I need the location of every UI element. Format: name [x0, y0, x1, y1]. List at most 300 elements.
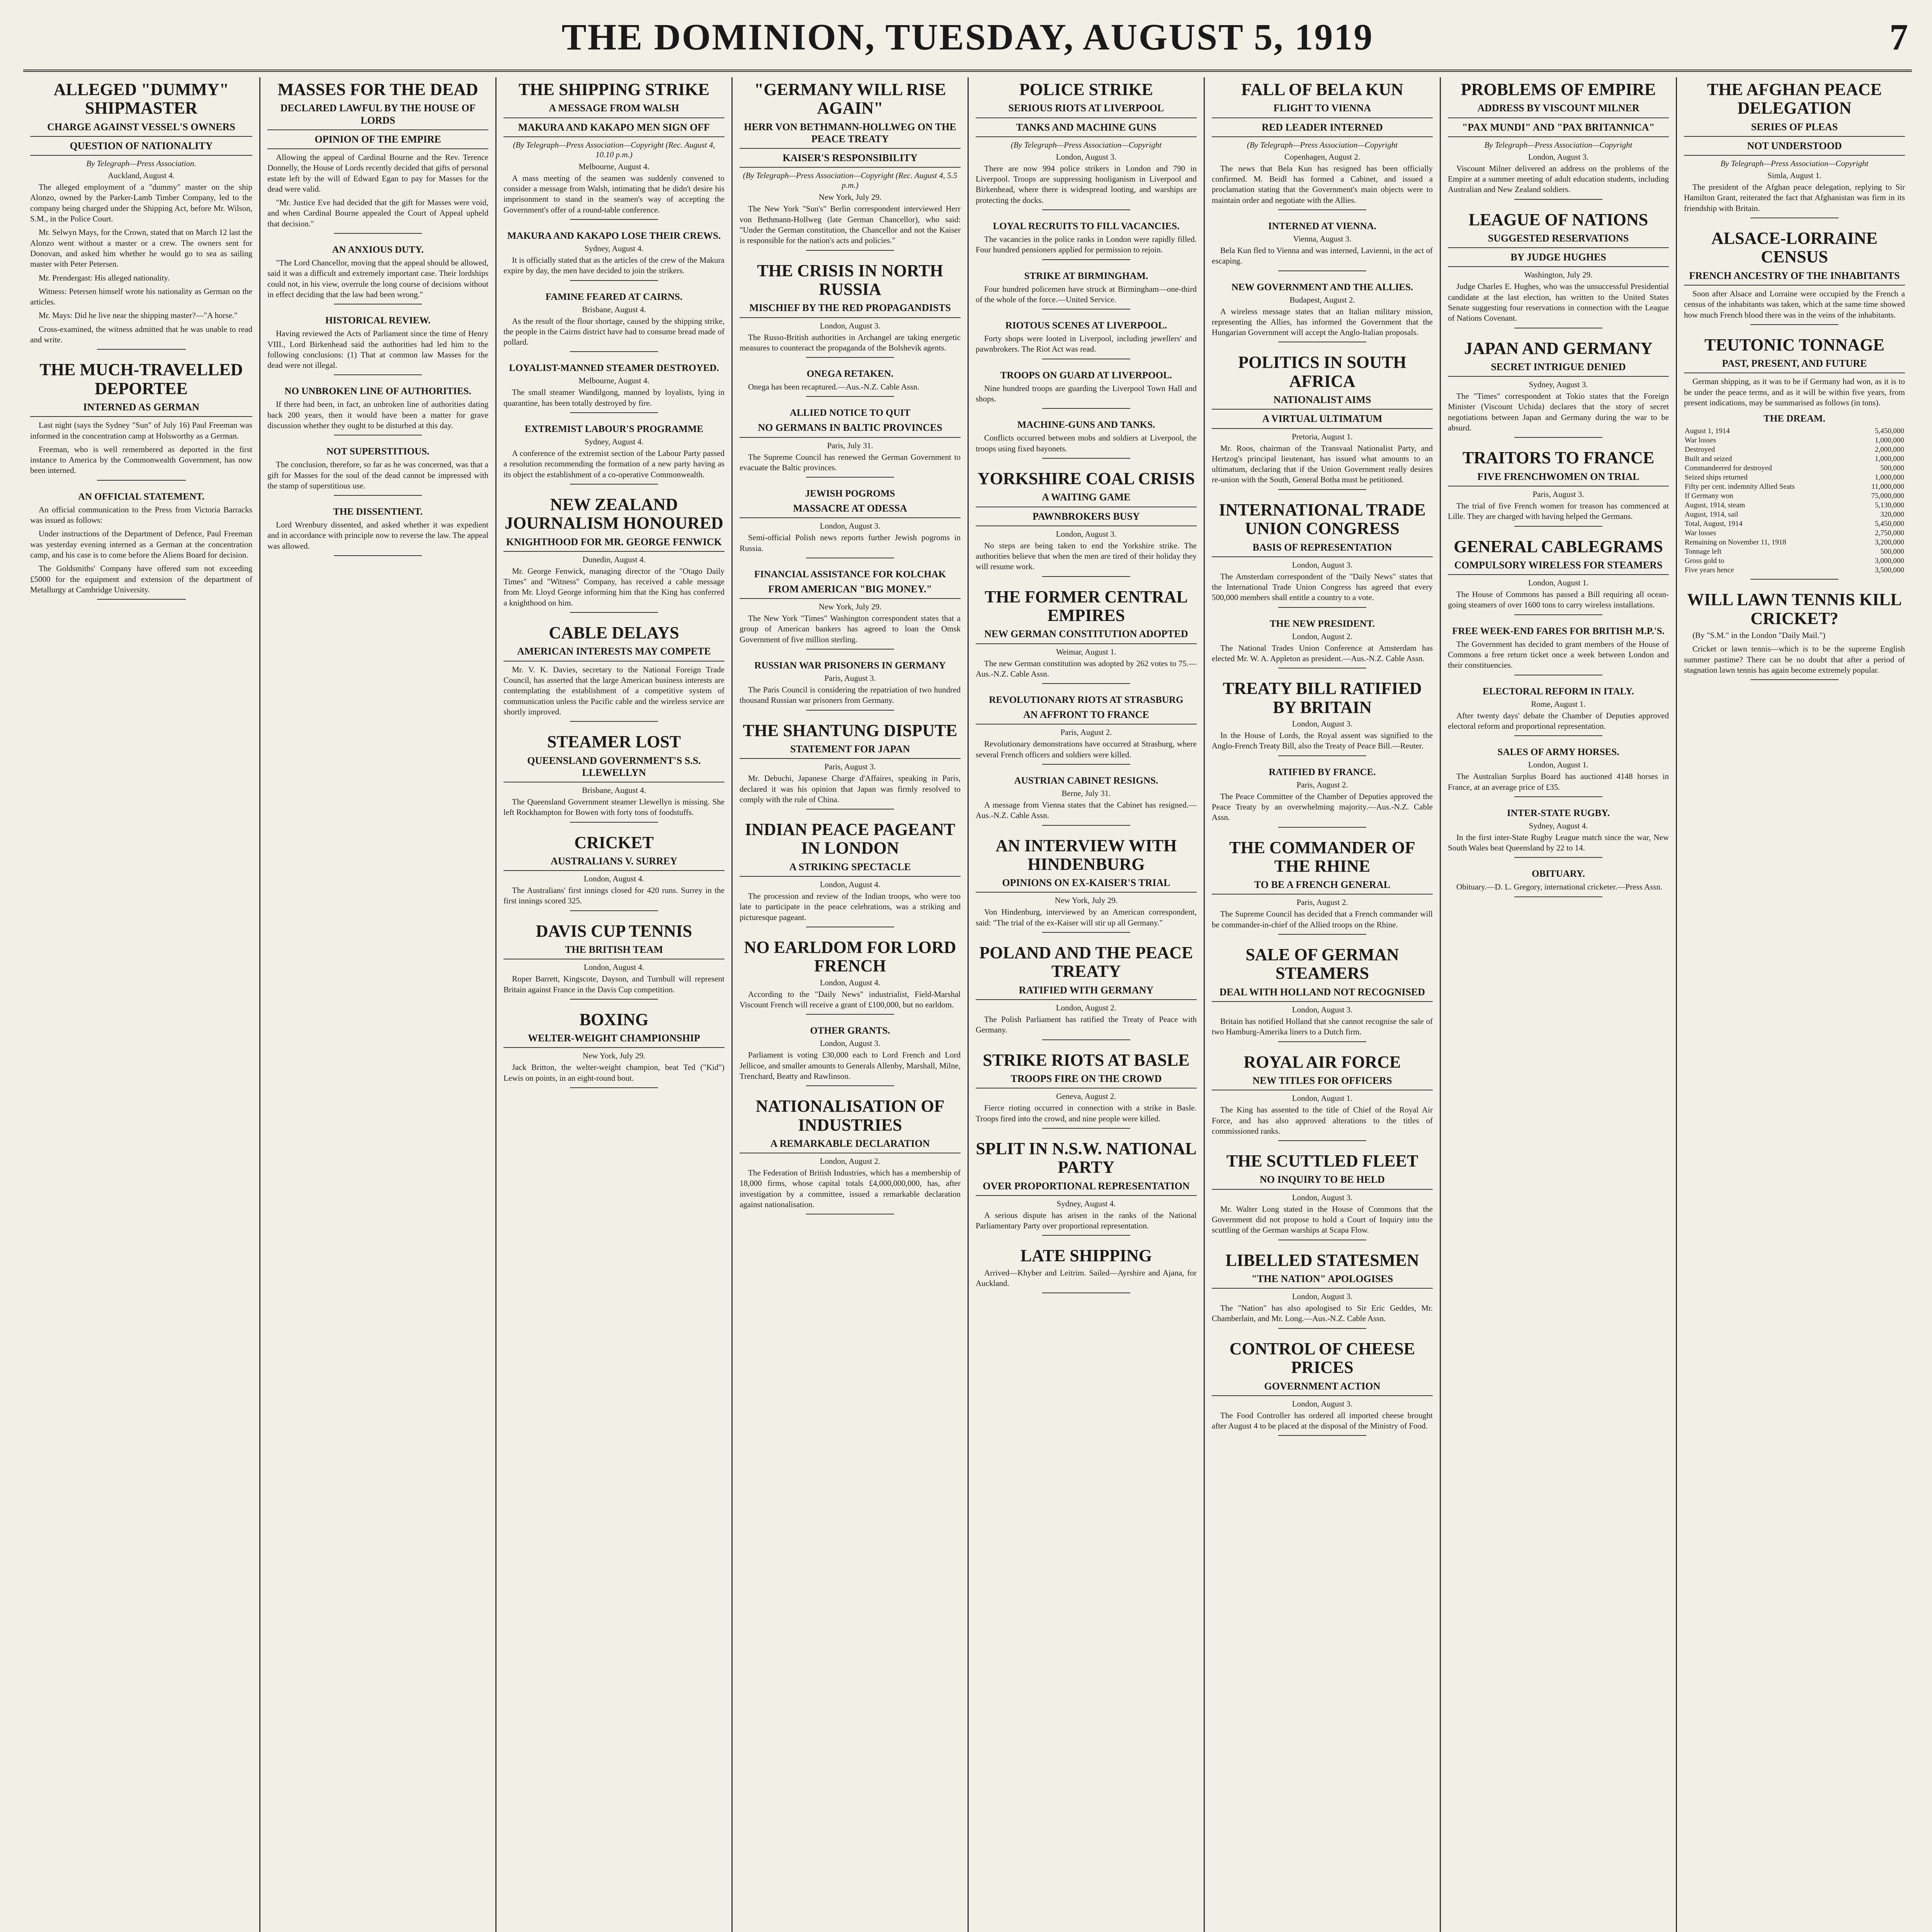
article [740, 938, 961, 1015]
article-subheading: A VIRTUAL ULTIMATUM [1212, 413, 1433, 429]
article-minor-heading: NO UNBROKEN LINE OF AUTHORITIES. [284, 386, 471, 397]
masthead-title: THE DOMINION, TUESDAY, AUGUST 5, 1919 [561, 16, 1374, 58]
article-minor-heading: MACHINE-GUNS AND TANKS. [1017, 420, 1155, 430]
article-paragraph: "Mr. Justice Eve had decided that the gift for Masses were void, and when Cardinal Bourne appealed the Court of Appeal upheld that decision." [267, 198, 488, 228]
article-divider [570, 910, 658, 911]
article-divider [334, 233, 422, 234]
column-2 [259, 77, 495, 1932]
tonnage-table [1684, 427, 1905, 575]
article [503, 424, 724, 485]
article [976, 80, 1197, 210]
article [1448, 449, 1669, 526]
article [740, 660, 961, 711]
article-divider [1278, 755, 1367, 756]
article [740, 488, 961, 558]
article-headline: CRICKET [574, 833, 654, 852]
article-divider [97, 480, 186, 481]
column-1 [23, 77, 259, 1932]
article [503, 80, 724, 220]
table-cell: Seized ships returned [1685, 473, 1748, 482]
article [267, 386, 488, 435]
article-subheading: NEW TITLES FOR OFFICERS [1212, 1075, 1433, 1090]
article-byline: By Telegraph—Press Association—Copyright [1484, 140, 1633, 150]
article-subheading: A STRIKING SPECTACLE [740, 861, 961, 877]
article-headline: ALSACE-LORRAINE CENSUS [1711, 229, 1878, 267]
article-headline: POLITICS IN SOUTH AFRICA [1238, 353, 1406, 391]
article-divider [1278, 270, 1367, 271]
article-dateline: London, August 4. [820, 978, 881, 987]
article-divider [806, 1085, 895, 1086]
article-minor-heading: INTERNED AT VIENNA. [1268, 221, 1376, 231]
article-headline: NATIONALISATION OF INDUSTRIES [755, 1097, 945, 1134]
article-subheading: TROOPS FIRE ON THE CROWD [976, 1073, 1197, 1088]
article [740, 820, 961, 927]
table-cell: August, 1914, steam [1685, 501, 1745, 510]
column-6 [1204, 77, 1440, 1932]
article-divider [1750, 679, 1839, 680]
article-divider [1514, 614, 1603, 615]
article-paragraph: No steps are being taken to end the Yorkshire strike. The authorities believe that when the men are tired of their holiday they will resume work. [976, 541, 1197, 571]
article-subheading: STATEMENT FOR JAPAN [740, 743, 961, 759]
article-headline: BOXING [579, 1010, 649, 1029]
article-subheading: DECLARED LAWFUL BY THE HOUSE OF LORDS [267, 102, 488, 130]
article-paragraph: Nine hundred troops are guarding the Liverpool Town Hall and shops. [976, 383, 1197, 404]
article [1684, 590, 1905, 680]
article-paragraph: Obituary.—D. L. Gregory, international cricketer.—Press Assn. [1456, 882, 1663, 892]
article [1448, 808, 1669, 858]
article-paragraph: The New York "Times" Washington correspondent states that a group of American bankers has agreed to loan the Omsk Government of five million sterling. [740, 614, 961, 644]
table-cell: 2,000,000 [1875, 446, 1904, 454]
article-divider [1278, 209, 1367, 210]
article-minor-heading: FINANCIAL ASSISTANCE FOR KOLCHAK [754, 569, 946, 580]
article [503, 1010, 724, 1088]
page-number: 7 [1889, 16, 1908, 58]
table-row [1684, 482, 1905, 492]
article-dateline: London, August 4. [583, 874, 645, 884]
article-minor-heading: TROOPS ON GUARD AT LIVERPOOL. [1000, 370, 1172, 381]
article-dateline: Auckland, August 4. [108, 171, 175, 180]
table-row [1684, 519, 1905, 529]
article-paragraph: Mr. Debuchi, Japanese Charge d'Affaires, speaking in Paris, declared it was his opinion that Japan was firmly resolved to comply with the rule of China. [740, 774, 961, 804]
article-byline: (By Telegraph—Press Association—Copyright [1247, 140, 1398, 150]
article [1212, 1053, 1433, 1141]
article-dateline: Sydney, August 3. [1529, 380, 1588, 389]
article-headline: TEUTONIC TONNAGE [1704, 335, 1884, 354]
article-headline: STEAMER LOST [547, 732, 681, 752]
table-row [1684, 492, 1905, 501]
article-headline: POLICE STRIKE [1019, 80, 1153, 99]
article-paragraph: In the first inter-State Rugby League match since the war, New South Wales beat Queensland by 22 to 14. [1448, 832, 1669, 853]
article-dateline: London, August 1. [1528, 760, 1589, 770]
table-row [1684, 427, 1905, 436]
article-divider [806, 1014, 895, 1015]
article-headline: THE FORMER CENTRAL EMPIRES [985, 587, 1188, 625]
article-paragraph: In the House of Lords, the Royal assent was signified to the Anglo-French Treaty Bill, also the Treaty of Peace Bill.—Reuter. [1212, 731, 1433, 751]
article [503, 292, 724, 352]
article [740, 721, 961, 810]
article-paragraph: Soon after Alsace and Lorraine were occupied by the French a census of the inhabitants was taken, which at the same time showed how much French blood there was in the veins of the inhabitants. [1684, 289, 1905, 320]
article [976, 944, 1197, 1040]
article-subheading: HERR VON BETHMANN-HOLLWEG ON THE PEACE TREATY [740, 121, 961, 149]
article-minor-heading: OBITUARY. [1532, 869, 1585, 879]
article-paragraph: A mass meeting of the seamen was suddenly convened to consider a message from Walsh, intimating that he didn't desire his imprisonment to stand in the seamen's way of accepting the Government's offer of a round-table conference. [503, 173, 724, 214]
article-paragraph: (By "S.M." in the London "Daily Mail.") [1692, 631, 1826, 640]
article-paragraph: Conflicts occurred between mobs and soldiers at Liverpool, the troops using fixed bayonets. [976, 433, 1197, 453]
article-subheading: QUESTION OF NATIONALITY [30, 140, 252, 156]
article [1448, 686, 1669, 736]
article-paragraph: A message from Vienna states that the Cabinet has resigned.—Aus.-N.Z. Cable Assn. [976, 800, 1197, 820]
article-subheading: AMERICAN INTERESTS MAY COMPETE [503, 645, 724, 661]
article-paragraph: Judge Charles E. Hughes, who was the unsuccessful Presidential candidate at the last election, has written to the United States Senate suggesting four reservations in connection with the League of Nations Covenant. [1448, 282, 1669, 323]
article-minor-heading: AN ANXIOUS DUTY. [332, 245, 424, 255]
article-paragraph: The vacancies in the police ranks in London were rapidly filled. Four hundred pensioners applied for permission to rejoin. [976, 234, 1197, 255]
article-paragraph: The conclusion, therefore, so far as he was concerned, was that a gift for Masses for the soul of the dead cannot be impressed with the stamp of superstitious use. [267, 460, 488, 490]
article [30, 80, 252, 350]
article-minor-heading: HISTORICAL REVIEW. [325, 315, 431, 326]
article-subheading: OPINIONS ON EX-KAISER'S TRIAL [976, 877, 1197, 893]
article-subheading: SERIOUS RIOTS AT LIVERPOOL [976, 102, 1197, 118]
article [976, 1247, 1197, 1293]
article-dateline: London, August 2. [1056, 1003, 1117, 1013]
article-divider [1042, 932, 1131, 933]
table-cell: Commandeered for destroyed [1685, 464, 1772, 473]
article-paragraph: The Government has decided to grant members of the House of Commons a free return ticket once a week between London and their constituencies. [1448, 639, 1669, 670]
article-subheading: NATIONALIST AIMS [1212, 394, 1433, 410]
article-divider [570, 822, 658, 823]
article-divider [1042, 408, 1131, 409]
article-minor-heading: INTER-STATE RUGBY. [1507, 808, 1610, 818]
article-divider [806, 357, 895, 358]
article-divider [1278, 1041, 1367, 1042]
article-dateline: London, August 3. [820, 521, 881, 531]
column-4 [731, 77, 968, 1932]
article [740, 80, 961, 251]
article-paragraph: There are now 994 police strikers in London and 790 in Liverpool. Troops are suppressing hooliganism in Liverpool and Birkenhead, where there is widespread looting, and warships are protecting the docks. [976, 163, 1197, 205]
table-cell: 3,200,000 [1875, 538, 1904, 547]
article-divider [570, 351, 658, 352]
article [976, 1051, 1197, 1129]
table-row [1684, 454, 1905, 464]
article-paragraph: The Peace Committee of the Chamber of Deputies approved the Peace Treaty by an overwhelming majority.—Aus.-N.Z. Cable Assn. [1212, 791, 1433, 822]
article [1212, 1340, 1433, 1436]
article-dateline: New York, July 29. [582, 1051, 646, 1061]
article-minor-heading: RIOTOUS SCENES AT LIVERPOOL. [1005, 320, 1167, 331]
article-subheading: "THE NATION" APOLOGISES [1212, 1273, 1433, 1289]
article-paragraph: The trial of five French women for treason has commenced at Lille. They are charged with having helped the Germans. [1448, 501, 1669, 521]
article-paragraph: The alleged employment of a "dummy" master on the ship Alonzo, owned by the Parker-Lamb Timber Company, led to the company being charged under the Shipping Act, before Mr. Wilson, S.M., in the Police Court. [30, 182, 252, 224]
article-paragraph: Onega has been recaptured.—Aus.-N.Z. Cable Assn. [748, 382, 920, 392]
article-divider [806, 250, 895, 251]
article-divider [1042, 683, 1131, 684]
article-dateline: London, August 3. [1292, 719, 1353, 729]
article-subheading: COMPULSORY WIRELESS FOR STEAMERS [1448, 559, 1669, 575]
article-paragraph: Cross-examined, the witness admitted that he was unable to read and write. [30, 324, 252, 345]
article-headline: PROBLEMS OF EMPIRE [1461, 80, 1656, 99]
article-dateline: Geneva, August 2. [1056, 1092, 1116, 1101]
article [1684, 336, 1905, 580]
article [30, 492, 252, 600]
article-subheading: BASIS OF REPRESENTATION [1212, 541, 1433, 557]
article-paragraph: "The Lord Chancellor, moving that the appeal should be allowed, said it was a difficult and extremely important case. Their lordships could not, in his view, overrule the long course of decisions without in effect deciding that the law had been wrong." [267, 258, 488, 299]
article-paragraph: The "Times" correspondent at Tokio states that the Foreign Minister (Viscount Uchida) declares that the story of secret negotiations between Japan and Germany during the war to be absurd. [1448, 391, 1669, 433]
article [503, 363, 724, 413]
article-divider [570, 219, 658, 220]
article [1684, 80, 1905, 218]
table-cell: 3,000,000 [1875, 557, 1904, 565]
article-subheading: A MESSAGE FROM WALSH [503, 102, 724, 118]
article-paragraph: Last night (says the Sydney "Sun" of July 16) Paul Freeman was informed in the concentration camp at Holsworthy as a German. [30, 420, 252, 440]
article-paragraph: It is officially stated that as the articles of the crew of the Makura expire by day, the men have decided to join the strikers. [503, 255, 724, 276]
article-dateline: London, August 4. [583, 963, 645, 972]
article-paragraph: Bela Kun fled to Vienna and was interned, Lavienni, in the act of escaping. [1212, 245, 1433, 266]
article-paragraph: Cricket or lawn tennis—which is to be the supreme English summer pastime? There can be no doubt that after a period of stagnation lawn tennis has again become extremely popular. [1684, 644, 1905, 675]
article-paragraph: Arrived—Khyber and Leitrim. Sailed—Ayrshire and Ajana, for Auckland. [976, 1268, 1197, 1288]
article-divider [1042, 764, 1131, 765]
article [976, 695, 1197, 765]
article-subheading: FLIGHT TO VIENNA [1212, 102, 1433, 118]
article-paragraph: The small steamer Wandilgong, manned by loyalists, lying in quarantine, has been totally destroyed by fire. [503, 388, 724, 408]
article [1212, 619, 1433, 669]
article-dateline: Sydney, August 4. [584, 437, 644, 447]
article-divider [97, 599, 186, 600]
article-divider [1514, 796, 1603, 797]
article-dateline: London, August 2. [1292, 631, 1353, 641]
article [976, 588, 1197, 684]
masthead [23, 12, 1912, 72]
article-divider [1514, 437, 1603, 438]
article [503, 733, 724, 822]
table-cell: 5,450,000 [1875, 427, 1904, 435]
article-paragraph: Von Hindenburg, interviewed by an American correspondent, said: "The trial of the ex-Kaiser will stir up all Germany." [976, 907, 1197, 927]
article-subheading: THE BRITISH TEAM [503, 944, 724, 959]
article-headline: ROYAL AIR FORCE [1243, 1052, 1401, 1071]
article-headline: LIBELLED STATESMEN [1225, 1250, 1419, 1270]
article-divider [1278, 1140, 1367, 1141]
article-dateline: Paris, August 2. [1296, 780, 1348, 789]
article-dateline: Weimar, August 1. [1056, 647, 1117, 656]
article-dateline: London, August 3. [1292, 1005, 1353, 1015]
article [503, 231, 724, 281]
article-minor-heading: RATIFIED BY FRANCE. [1269, 767, 1376, 777]
article-headline: THE SHIPPING STRIKE [519, 80, 709, 99]
article-paragraph: The Federation of British Industries, which has a membership of 18,000 firms, whose capital totals £4,000,000,000, has, after investigation by a committee, issued a remarkable declaration against nationalisation. [740, 1168, 961, 1209]
article-subheading: OPINION OF THE EMPIRE [267, 133, 488, 149]
article-minor-heading: EXTREMIST LABOUR'S PROGRAMME [524, 424, 704, 435]
article-divider [1042, 1235, 1131, 1236]
table-row [1684, 501, 1905, 510]
article-dateline: Sydney, August 4. [1056, 1199, 1116, 1208]
article-dateline: Melbourne, August 4. [578, 162, 650, 171]
article-headline: TREATY BILL RATIFIED BY BRITAIN [1223, 679, 1422, 717]
article-divider [1278, 489, 1367, 490]
article-divider [1278, 607, 1367, 608]
article-headline: INDIAN PEACE PAGEANT IN LONDON [745, 820, 956, 858]
article-headline: STRIKE RIOTS AT BASLE [983, 1050, 1190, 1070]
article-paragraph: Mr. Roos, chairman of the Transvaal Nationalist Party, and Hertzog's principal lieutenant, has issued what amounts to an ultimatum, declaring that if the Union Government really desires re-union with the South, General Botha must be petitioned. [1212, 443, 1433, 485]
article-divider [570, 280, 658, 281]
table-cell: Gross gold to [1685, 557, 1725, 565]
article [740, 569, 961, 650]
article-paragraph: Four hundred policemen have struck at Birmingham—one-third of the whole of the force.—United Service. [976, 284, 1197, 304]
article-divider [570, 721, 658, 722]
article-minor-heading: REVOLUTIONARY RIOTS AT STRASBURG [989, 695, 1184, 706]
table-cell: Built and seized [1685, 455, 1732, 463]
article-subheading: FRENCH ANCESTRY OF THE INHABITANTS [1684, 270, 1905, 286]
article-subheading: AUSTRALIANS V. SURREY [503, 855, 724, 871]
article-divider [570, 1087, 658, 1088]
article-dateline: London, August 3. [1528, 152, 1589, 162]
article-subheading: MASSACRE AT ODESSA [740, 502, 961, 518]
article-dateline: Brisbane, August 4. [582, 304, 646, 314]
article-minor-heading: SALES OF ARMY HORSES. [1497, 747, 1619, 758]
article-headline: DAVIS CUP TENNIS [536, 921, 692, 940]
column-5 [968, 77, 1204, 1932]
article-subheading: AN AFFRONT TO FRANCE [976, 709, 1197, 724]
article-divider [806, 477, 895, 478]
article-paragraph: The King has assented to the title of Chief of the Royal Air Force, and has also approved alterations to the titles of commissioned ranks. [1212, 1105, 1433, 1136]
table-cell: 75,000,000 [1871, 492, 1904, 500]
article [1684, 229, 1905, 325]
article-paragraph: The Supreme Council has decided that a French commander will be commander-in-chief of the Allied troops on the Rhine. [1212, 909, 1433, 929]
article-dateline: Sydney, August 4. [1529, 821, 1588, 830]
article-dateline: London, August 3. [1056, 152, 1117, 162]
table-row [1684, 529, 1905, 538]
article-divider [1514, 526, 1603, 527]
article-subheading: RATIFIED WITH GERMANY [976, 984, 1197, 1000]
article-dateline: Sydney, August 4. [584, 243, 644, 253]
article-paragraph: Mr. Selwyn Mays, for the Crown, stated that on March 12 last the Alonzo went without a master or a crew. The owners sent for Donovan, and asked him whether he would go to sea as sailing master with Peter Petersen. [30, 228, 252, 269]
article-headline: TRAITORS TO FRANCE [1462, 448, 1655, 468]
article-paragraph: A wireless message states that an Italian military mission, representing the Allies, has informed the Government that the Hungarian Government will accept the Anglo-Italian proposals. [1212, 306, 1433, 337]
article-minor-heading: ELECTORAL REFORM IN ITALY. [1483, 686, 1634, 697]
article-dateline: Paris, August 3. [824, 762, 876, 772]
article-dateline: Paris, August 3. [1532, 489, 1584, 499]
article-headline: NEW ZEALAND JOURNALISM HONOURED [505, 495, 723, 533]
article [740, 1026, 961, 1086]
article-divider [1042, 825, 1131, 826]
article-subheading: ADDRESS BY VISCOUNT MILNER [1448, 102, 1669, 118]
article-byline: By Telegraph—Press Association. [86, 159, 196, 168]
article-headline: THE COMMANDER OF THE RHINE [1229, 838, 1415, 876]
article [1448, 211, 1669, 328]
article-headline: MASSES FOR THE DEAD [277, 80, 478, 99]
article-dateline: Paris, August 3. [824, 673, 876, 683]
article [976, 420, 1197, 459]
article-divider [1042, 259, 1131, 260]
article-dateline: London, August 4. [820, 880, 881, 889]
article-minor-heading: LOYAL RECRUITS TO FILL VACANCIES. [993, 221, 1180, 231]
article-divider [1042, 1128, 1131, 1129]
article-divider [570, 612, 658, 613]
article-paragraph: Witness: Petersen himself wrote his nationality as German on the articles. [30, 286, 252, 307]
article-dateline: Simla, August 1. [1767, 171, 1822, 180]
table-cell: 2,750,000 [1875, 529, 1904, 537]
article [976, 837, 1197, 933]
article-headline: THE CRISIS IN NORTH RUSSIA [757, 261, 943, 299]
article-divider [1278, 1435, 1367, 1436]
article-divider [334, 374, 422, 375]
article-divider [1042, 458, 1131, 459]
article-divider [334, 555, 422, 556]
article-paragraph: Having reviewed the Acts of Parliament since the time of Henry VIII., Lord Birkenhead said the authorities had led him to the following conclusions: (1) That at common law Masses for the dead were not illegal. [267, 329, 488, 370]
article-dateline: Copenhagen, August 2. [1284, 152, 1360, 162]
article-dateline: Budapest, August 2. [1289, 295, 1355, 304]
article-subheading: NEW GERMAN CONSTITUTION ADOPTED [976, 628, 1197, 644]
table-cell: 3,500,000 [1875, 566, 1904, 575]
table-cell: Remaining on November 11, 1918 [1685, 538, 1786, 547]
table-cell: 1,000,000 [1875, 455, 1904, 463]
article-headline: CABLE DELAYS [549, 623, 679, 643]
article-minor-heading: AN OFFICIAL STATEMENT. [78, 491, 205, 502]
table-cell: 1,000,000 [1875, 436, 1904, 445]
article-dateline: New York, July 29. [1054, 896, 1118, 905]
article-subheading: "PAX MUNDI" AND "PAX BRITANNICA" [1448, 121, 1669, 137]
article-byline: (By Telegraph—Press Association—Copyright (Rec. August 4, 10.10 p.m.) [513, 140, 715, 159]
article-subheading: NO INQUIRY TO BE HELD [1212, 1173, 1433, 1189]
table-row [1684, 538, 1905, 547]
article-minor-heading: AUSTRIAN CABINET RESIGNS. [1014, 775, 1158, 786]
article-headline: THE SHANTUNG DISPUTE [743, 721, 957, 740]
article-minor-heading: OTHER GRANTS. [810, 1026, 890, 1036]
article-paragraph: Under instructions of the Department of Defence, Paul Freeman was yesterday evening interned as a German at the concentration camp, and his case is to come before the Aliens Board for decision. [30, 529, 252, 560]
article-paragraph: An official communication to the Press from Victoria Barracks was issued as follows: [30, 505, 252, 525]
article-paragraph: German shipping, as it was to be if Germany had won, as it is to be under the peace terms, and as it will be within five years, from present indications, may be summarised as follows (in tons). [1684, 377, 1905, 408]
article-divider [1514, 857, 1603, 858]
article-headline: FALL OF BELA KUN [1241, 80, 1403, 99]
article-subheading: FIVE FRENCHWOMEN ON TRIAL [1448, 471, 1669, 486]
article-subheading: KAISER'S RESPONSIBILITY [740, 152, 961, 168]
article-dateline: London, August 3. [1292, 560, 1353, 570]
article [1212, 767, 1433, 828]
article-minor-heading: STRIKE AT BIRMINGHAM. [1024, 270, 1148, 281]
article-dateline: London, August 3. [1292, 1292, 1353, 1301]
article [1212, 501, 1433, 608]
table-row [1684, 547, 1905, 556]
article-paragraph: The Australians' first innings closed for 420 runs. Surrey in the first innings scored 325. [503, 886, 724, 906]
article-subheading: FROM AMERICAN "BIG MONEY." [740, 583, 961, 599]
article-dateline: London, August 1. [1528, 578, 1589, 588]
article-divider [570, 999, 658, 1000]
article-subheading: QUEENSLAND GOVERNMENT'S S.S. LLEWELLYN [503, 755, 724, 782]
article-subheading: CHARGE AGAINST VESSEL'S OWNERS [30, 121, 252, 137]
article-subheading: BY JUDGE HUGHES [1448, 251, 1669, 267]
article-headline: NO EARLDOM FOR LORD FRENCH [744, 937, 956, 976]
article-paragraph: The National Trades Union Conference at Amsterdam has elected Mr. W. A. Appleton as president.—Aus.-N.Z. Cable Assn. [1212, 643, 1433, 663]
article-paragraph: Fierce rioting occurred in connection with a strike in Basle. Troops fired into the crowd, and nine people were killed. [976, 1103, 1197, 1123]
article-dateline: Dunedin, August 4. [582, 554, 646, 564]
article-dateline: Berne, July 31. [1061, 788, 1111, 798]
column-3 [495, 77, 731, 1932]
article-minor-heading: JEWISH POGROMS [805, 488, 895, 499]
article-paragraph: The Russo-British authorities in Archangel are taking energetic measures to counteract the propaganda of the Bolshevik agents. [740, 332, 961, 352]
article-divider [1514, 199, 1603, 200]
article [740, 408, 961, 478]
article [30, 361, 252, 480]
article-dateline: Rome, August 1. [1531, 699, 1586, 709]
article [1212, 679, 1433, 756]
table-row [1684, 436, 1905, 445]
article-subheading: DEAL WITH HOLLAND NOT RECOGNISED [1212, 986, 1433, 1002]
article [1448, 339, 1669, 438]
table-row [1684, 473, 1905, 482]
article-divider [1042, 209, 1131, 210]
article-headline: INTERNATIONAL TRADE UNION CONGRESS [1219, 500, 1426, 538]
article-divider [334, 495, 422, 496]
article-paragraph: Mr. Mays: Did he live near the shipping master?—"A horse." [39, 311, 238, 320]
article-minor-heading: FREE WEEK-END FARES FOR BRITISH M.P.'S. [1452, 626, 1665, 636]
article-subheading: MAKURA AND KAKAPO MEN SIGN OFF [503, 121, 724, 137]
article-paragraph: After twenty days' debate the Chamber of Deputies approved electoral reform and proportional representation. [1448, 711, 1669, 731]
